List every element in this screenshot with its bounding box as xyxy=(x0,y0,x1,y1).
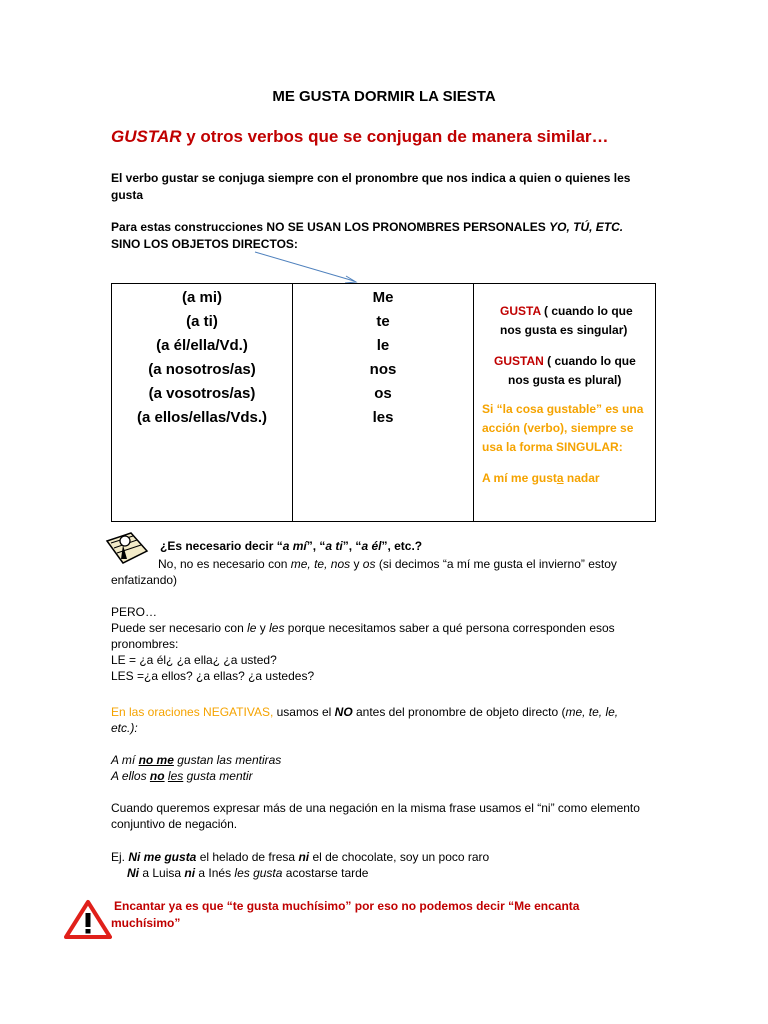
pero-section: PERO… Puede ser necesario con le y les porque necesitamos saber a qué persona corresponden esos pronombres: LE = ¿a él¿ ¿a ella¿ ¿a usted? LES =¿a ellos? ¿a ellas? ¿a ustedes? xyxy=(111,605,615,683)
pronoun-item: le xyxy=(376,337,390,354)
warning-icon xyxy=(64,899,112,939)
pronoun-item: (a vosotros/as) xyxy=(148,385,256,402)
pronoun-item: te xyxy=(376,313,390,330)
pronoun-item: os xyxy=(374,385,392,402)
subtitle: GUSTAR y otros verbos que se conjugan de manera similar… xyxy=(111,127,609,146)
ni-rule: Cuando queremos expresar más de una negación en la misma frase usamos el “ni” como elemento conjuntivo de negación. xyxy=(111,801,640,831)
verb-form-column: GUSTA ( cuando lo que nos gusta es singular) GUSTAN ( cuando lo que nos gusta es plural) Si “la cosa gustable” es una acción (verbo), siempre se usa la forma SINGULAR: A mí me gusta nadar xyxy=(474,284,656,522)
arrow-icon xyxy=(0,0,768,300)
pronoun-item: Me xyxy=(372,289,394,306)
warning-text: Encantar ya es que “te gusta muchísimo” por eso no podemos decir “Me encanta muchísimo” xyxy=(111,899,580,930)
ni-examples: Ej. Ni me gusta el helado de fresa ni el de chocolate, soy un poco raro Ni a Luisa ni a Inés les gusta acostarse tarde xyxy=(111,850,490,880)
gustan-label: GUSTAN xyxy=(494,354,544,368)
pronoun-item: nos xyxy=(369,361,397,378)
pronoun-item: (a ti) xyxy=(186,313,218,330)
intro-paragraph: El verbo gustar se conjuga siempre con el pronombre que nos indica a quien o quienes les gusta xyxy=(111,171,631,202)
negative-rule: En las oraciones NEGATIVAS, usamos el NO antes del pronombre de objeto directo (me, te, le, etc.): xyxy=(111,705,619,735)
answer-paragraph: No, no es necesario con me, te, nos y os (si decimos “a mí me gusta el invierno” estoy enfatizando) xyxy=(111,557,617,587)
pronoun-item: (a él/ella/Vd.) xyxy=(156,337,248,354)
question-line: ¿Es necesario decir “a mí”, “a ti”, “a él”, etc.? xyxy=(160,539,423,553)
page-title: ME GUSTA DORMIR LA SIESTA xyxy=(272,88,496,105)
pronoun-item: (a ellos/ellas/Vds.) xyxy=(136,409,268,426)
pronoun-note: Para estas construcciones NO SE USAN LOS PRONOMBRES PERSONALES YO, TÚ, ETC. SINO LOS OBJETOS DIRECTOS: xyxy=(111,220,624,251)
indirect-pronoun-column xyxy=(112,284,293,522)
object-pronoun-column xyxy=(293,284,474,522)
conjugation-table xyxy=(111,283,656,522)
example-sentence: A mí me gusta nadar xyxy=(482,471,600,485)
pronoun-item: les xyxy=(372,409,394,426)
negative-examples: A mí no me gustan las mentiras A ellos no les gusta mentir xyxy=(111,753,282,783)
gusta-label: GUSTA xyxy=(500,304,541,318)
singular-note: Si “la cosa gustable” es una acción (verbo), siempre se usa la forma SINGULAR: xyxy=(482,402,644,454)
pronoun-item: (a mi) xyxy=(181,289,222,306)
pronoun-item: (a nosotros/as) xyxy=(148,361,256,378)
